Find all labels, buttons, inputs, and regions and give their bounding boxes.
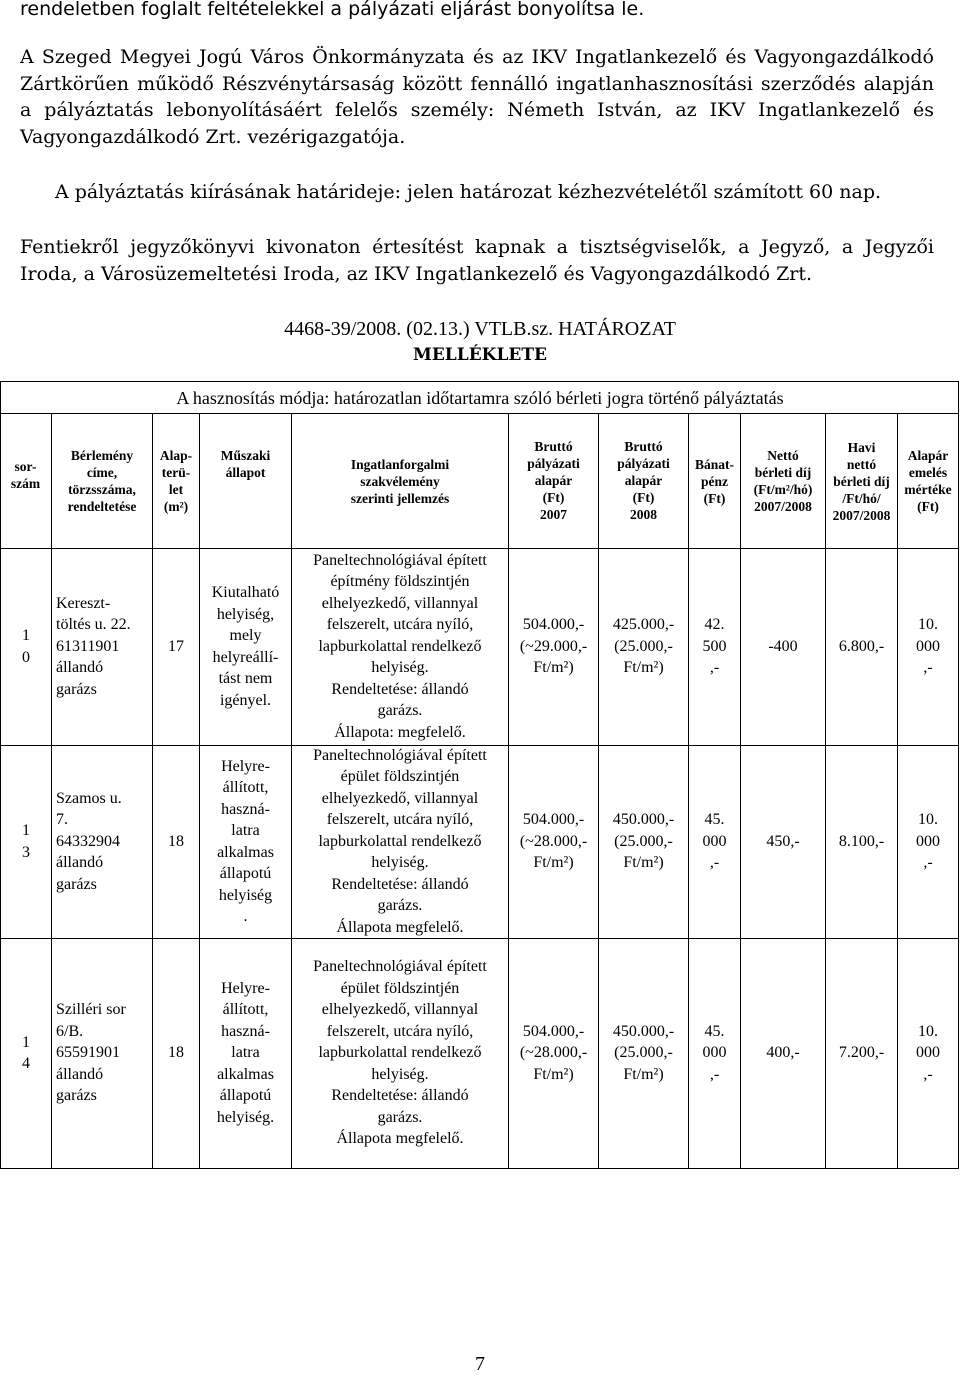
price-2008: 450.000,- (25.000,- Ft/m²)	[612, 811, 675, 872]
net-rent-value: -400	[768, 637, 798, 655]
page-number: 7	[475, 1353, 485, 1375]
annex-title: MELLÉKLETE	[413, 345, 547, 365]
monthly-rent-value: 6.800,-	[838, 637, 885, 655]
header-premises: Bérlemény címe, törzsszáma, rendeltetése	[67, 448, 137, 514]
row-number: 1 4	[22, 1033, 30, 1072]
increase-value: 10. 000 ,-	[916, 1022, 940, 1083]
deposit-value: 45. 000 ,-	[702, 811, 727, 872]
price-2008: 425.000,- (25.000,- Ft/m²)	[612, 616, 675, 677]
header-net-rent: Nettó bérleti díj (Ft/m²/hó) 2007/2008	[753, 448, 813, 514]
price-2007: 504.000,- (~28.000,- Ft/m²)	[519, 1022, 588, 1083]
header-price-2007: Bruttó pályázati alapár (Ft) 2007	[527, 439, 580, 522]
increase-value: 10. 000 ,-	[916, 811, 940, 872]
monthly-rent-value: 7.200,-	[838, 1044, 885, 1062]
responsible-person-paragraph: A Szeged Megyei Jogú Város Önkormányzata és az IKV Ingatlankezelő és Vagyongazdálkodó Zártkörűen működő Részvénytársaság között fennálló ingatlanhasznosítási szerződés alapján a pályáztatás lebonyolításáért felelős személy: Németh István, az IKV Ingatlankezelő és Vagyongazdálkodó Zrt. vezérigazgatója.	[20, 46, 934, 148]
premises-address: Kereszt- töltés u. 22. 61311901 állandó garázs	[56, 594, 131, 698]
price-2007: 504.000,- (~29.000,- Ft/m²)	[519, 616, 588, 677]
premises-address: Szamos u. 7. 64332904 állandó garázs	[56, 789, 122, 893]
monthly-rent-value: 8.100,-	[838, 832, 885, 850]
price-2007: 504.000,- (~28.000,- Ft/m²)	[519, 811, 588, 872]
area-value: 17	[168, 637, 184, 655]
deadline-paragraph: A pályáztatás kiírásának határideje: jelen határozat kézhezvételétől számított 60 nap.	[55, 181, 882, 203]
appraisal-description: Paneltechnológiával épített építmény földszintjén elhelyezkedő, villannyal felszerelt, utcára nyíló, lapburkolattal rendelkező helyiség. Rendeltetése: állandó garázs. Állapota: megfelelő.	[313, 551, 487, 741]
header-deposit: Bánat- pénz (Ft)	[694, 457, 734, 506]
premises-address: Szilléri sor 6/B. 65591901 állandó garázs	[56, 1001, 126, 1105]
header-increase: Alapár emelés mértéke (Ft)	[904, 448, 952, 514]
table-caption: A hasznosítás módja: határozatlan időtartamra szóló bérleti jogra történő pályáztatás	[176, 388, 784, 408]
notification-paragraph: Fentiekről jegyzőkönyvi kivonaton értesítést kapnak a tisztségviselők, a Jegyző, a Jegyzői Iroda, a Városüzemeltetési Iroda, az IKV Ingatlankezelő és Vagyongazdálkodó Zrt.	[20, 236, 934, 285]
price-2008: 450.000,- (25.000,- Ft/m²)	[612, 1022, 675, 1083]
header-area: Alap- terü- let (m²)	[159, 448, 193, 514]
increase-value: 10. 000 ,-	[916, 616, 940, 677]
net-rent-value: 400,-	[766, 1044, 800, 1062]
area-value: 18	[168, 832, 184, 850]
header-appraisal: Ingatlanforgalmi szakvélemény szerinti jellemzés	[350, 457, 450, 506]
row-number: 1 0	[22, 627, 30, 666]
header-row-number: sor- szám	[10, 459, 41, 491]
technical-condition: Helyre- állított, haszná- latra alkalmas állapotú helyiség .	[217, 757, 274, 925]
header-monthly-rent: Havi nettó bérleti díj /Ft/hó/ 2007/2008	[832, 440, 891, 523]
technical-condition: Kiutalható helyiség, mely helyreállí- tást nem igényel.	[211, 584, 280, 709]
intro-line: rendeletben foglalt feltételekkel a pályázati eljárást bonyolítsa le.	[20, 0, 645, 20]
appraisal-description: Paneltechnológiával épített épület földszintjén elhelyezkedő, villannyal felszerelt, utcára nyíló, lapburkolattal rendelkező helyiség. Rendeltetése: állandó garázs. Állapota megfelelő.	[313, 746, 487, 936]
deposit-value: 42. 500 ,-	[702, 616, 727, 677]
header-condition: Műszaki állapot	[220, 448, 271, 480]
net-rent-value: 450,-	[766, 832, 800, 850]
header-price-2008: Bruttó pályázati alapár (Ft) 2008	[617, 439, 670, 522]
deposit-value: 45. 000 ,-	[702, 1022, 727, 1083]
row-number: 1 3	[22, 822, 30, 861]
technical-condition: Helyre- állított, haszná- latra alkalmas állapotú helyiség.	[216, 979, 275, 1126]
area-value: 18	[168, 1044, 184, 1062]
appraisal-description: Paneltechnológiával épített épület földszintjén elhelyezkedő, villannyal felszerelt, utcára nyíló, lapburkolattal rendelkező helyiség. Rendeltetése: állandó garázs. Állapota megfelelő.	[313, 958, 487, 1148]
resolution-number: 4468-39/2008. (02.13.) VTLB.sz. HATÁROZAT	[284, 318, 676, 340]
